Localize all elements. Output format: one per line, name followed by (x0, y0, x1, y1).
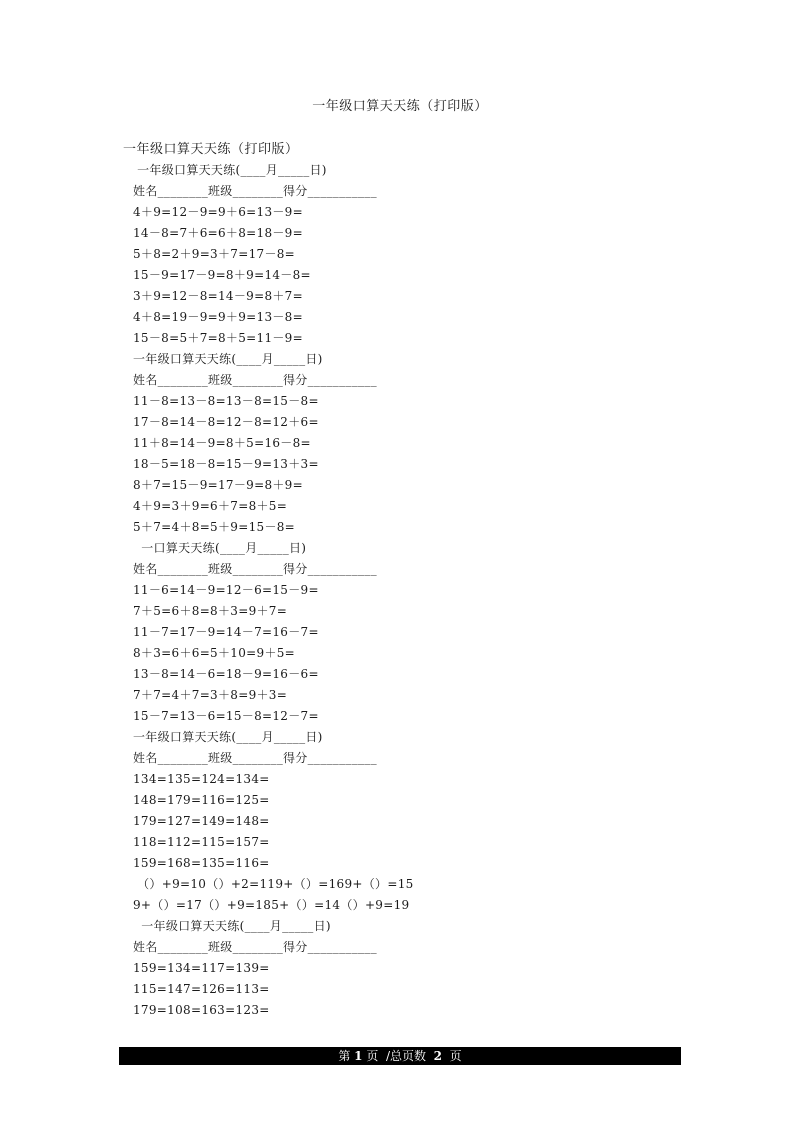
exercise-row: 148=179=116=125= (133, 793, 270, 807)
exercise-row: 11－6=14－9=12－6=15－9= (133, 583, 319, 597)
document-subtitle: 一年级口算天天练（打印版） (123, 142, 299, 157)
worksheet-heading: 一年级口算天天练(____月_____日) (133, 352, 323, 366)
worksheet-heading: 一年级口算天天练(____月_____日) (133, 919, 331, 933)
name-class-score-line: 姓名________班级________得分___________ (133, 562, 377, 576)
exercise-row: 134=135=124=134= (133, 772, 270, 786)
exercise-row: 5＋8=2＋9=3＋7=17－8= (133, 247, 296, 261)
footer-suffix: 页 (442, 1049, 462, 1063)
name-class-score-line: 姓名________班级________得分___________ (133, 940, 377, 954)
exercise-row: 11－8=13－8=13－8=15－8= (133, 394, 319, 408)
exercise-row: 115=147=126=113= (133, 982, 270, 996)
exercise-row: 15－7=13－6=15－8=12－7= (133, 709, 319, 723)
footer-middle: 页 /总页数 (362, 1049, 434, 1063)
exercise-row: 7＋5=6＋8=8＋3=9＋7= (133, 604, 288, 618)
total-page-count: 2 (433, 1049, 443, 1063)
exercise-row: 11＋8=14－9=8＋5=16－8= (133, 436, 311, 450)
exercise-row: 18－5=18－8=15－9=13＋3= (133, 457, 319, 471)
exercise-row: 4＋9=12－9=9＋6=13－9= (133, 205, 303, 219)
exercise-row: 118=112=115=157= (133, 835, 270, 849)
exercise-row: 5＋7=4＋8=5＋9=15－8= (133, 520, 296, 534)
exercise-row: 15－9=17－9=8＋9=14－8= (133, 268, 311, 282)
exercise-row: 4＋8=19－9=9＋9=13－8= (133, 310, 303, 324)
exercise-row: 4＋9=3＋9=6＋7=8＋5= (133, 499, 288, 513)
name-class-score-line: 姓名________班级________得分___________ (133, 184, 377, 198)
document-title: 一年级口算天天练（打印版） (312, 99, 488, 114)
worksheet-heading: 一年级口算天天练(____月_____日) (133, 730, 323, 744)
worksheet-heading: 一口算天天练(____月_____日) (133, 541, 307, 555)
exercise-row: 179=127=149=148= (133, 814, 270, 828)
exercise-row: 159=168=135=116= (133, 856, 270, 870)
fill-blank-row: 9+（）=17（）+9=185+（）=14（）+9=19 (133, 898, 410, 912)
exercise-row: 3＋9=12－8=14－9=8＋7= (133, 289, 303, 303)
fill-blank-row: （）+9=10（）+2=119+（）=169+（）=15 (133, 877, 414, 891)
name-class-score-line: 姓名________班级________得分___________ (133, 373, 377, 387)
exercise-list (133, 161, 693, 1022)
exercise-row: 13－8=14－6=18－9=16－6= (133, 667, 319, 681)
exercise-row: 17－8=14－8=12－8=12＋6= (133, 415, 319, 429)
exercise-row: 159=134=117=139= (133, 961, 270, 975)
exercise-row: 14－8=7＋6=6＋8=18－9= (133, 226, 303, 240)
exercise-row: 179=108=163=123= (133, 1003, 270, 1017)
worksheet-heading: 一年级口算天天练(____月_____日) (133, 163, 327, 177)
exercise-row: 8＋7=15－9=17－9=8＋9= (133, 478, 303, 492)
name-class-score-line: 姓名________班级________得分___________ (133, 751, 377, 765)
page-footer (119, 1047, 681, 1065)
current-page-number: 1 (354, 1049, 363, 1063)
exercise-row: 8＋3=6＋6=5＋10=9＋5= (133, 646, 296, 660)
exercise-row: 11－7=17－9=14－7=16－7= (133, 625, 319, 639)
footer-prefix: 第 (338, 1049, 355, 1063)
exercise-row: 15－8=5＋7=8＋5=11－9= (133, 331, 303, 345)
exercise-row: 7＋7=4＋7=3＋8=9＋3= (133, 688, 288, 702)
